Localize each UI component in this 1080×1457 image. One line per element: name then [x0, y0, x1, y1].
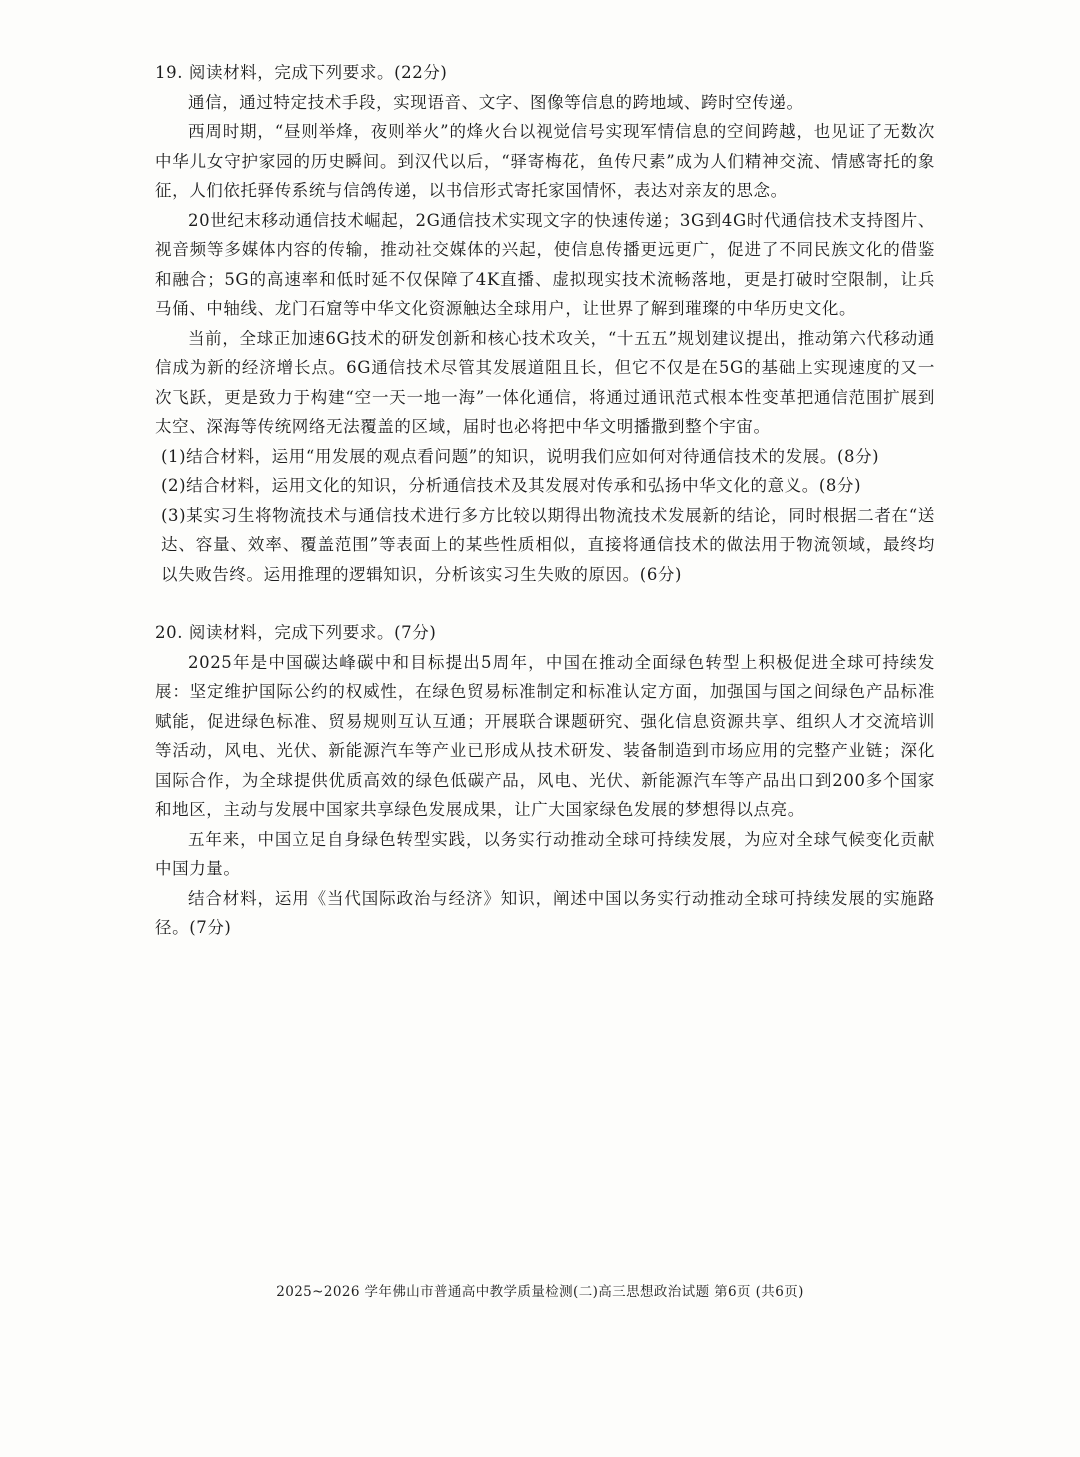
page-content: [155, 58, 935, 943]
q19-material-paragraph-3: 20世纪末移动通信技术崛起，2G通信技术实现文字的快速传递；3G到4G时代通信技术支持图片、视音频等多媒体内容的传输，推动社交媒体的兴起，使信息传播更远更广，促进了不同民族文化的借鉴和融合；5G的高速率和低时延不仅保障了4K直播、虚拟现实技术流畅落地，更是打破时空限制，让兵马俑、中轴线、龙门石窟等中华文化资源触达全球用户，让世界了解到璀璨的中华历史文化。: [155, 210, 935, 318]
q19-subquestion-3: (3)某实习生将物流技术与通信技术进行多方比较以期得出物流技术发展新的结论，同时根据二者在“送达、容量、效率、覆盖范围”等表面上的某些性质相似，直接将通信技术的做法用于物流领域，最终均以失败告终。运用推理的逻辑知识，分析该实习生失败的原因。(6分): [161, 505, 935, 584]
question-19-title: 19. 阅读材料，完成下列要求。(22分): [155, 63, 448, 82]
q19-material-paragraph-4: 当前，全球正加速6G技术的研发创新和核心技术攻关，“十五五”规划建议提出，推动第六代移动通信成为新的经济增长点。6G通信技术尽管其发展道阻且长，但它不仅是在5G的基础上实现速度的又一次飞跃，更是致力于构建“空一天一地一海”一体化通信，将通过通讯范式根本性变革把通信范围扩展到太空、深海等传统网络无法覆盖的区域，届时也必将把中华文明播撒到整个宇宙。: [155, 328, 935, 436]
q19-subquestion-2: (2)结合材料，运用文化的知识，分析通信技术及其发展对传承和弘扬中华文化的意义。(8分): [161, 476, 862, 495]
page-footer: 2025~2026 学年佛山市普通高中教学质量检测(二)高三思想政治试题 第6页 (共6页): [276, 1284, 804, 1300]
question-20: [155, 618, 935, 943]
q20-material-paragraph-2: 五年来，中国立足自身绿色转型实践，以务实行动推动全球可持续发展，为应对全球气候变化贡献中国力量。: [155, 829, 935, 878]
question-20-title: 20. 阅读材料，完成下列要求。(7分): [155, 623, 437, 642]
question-19: [155, 58, 935, 589]
q19-subquestion-1: (1)结合材料，运用“用发展的观点看问题”的知识，说明我们应如何对待通信技术的发展。(8分): [161, 446, 880, 466]
q20-material-paragraph-1: 2025年是中国碳达峰碳中和目标提出5周年，中国在推动全面绿色转型上积极促进全球可持续发展：坚定维护国际公约的权威性，在绿色贸易标准制定和标准认定方面，加强国与国之间绿色产品标准赋能，促进绿色标准、贸易规则互认互通；开展联合课题研究、强化信息资源共享、组织人才交流培训等活动，风电、光伏、新能源汽车等产业已形成从技术研发、装备制造到市场应用的完整产业链；深化国际合作，为全球提供优质高效的绿色低碳产品，风电、光伏、新能源汽车等产品出口到200多个国家和地区，主动与发展中国家共享绿色发展成果，让广大国家绿色发展的梦想得以点亮。: [155, 652, 935, 819]
q20-question-prompt: 结合材料，运用《当代国际政治与经济》知识，阐述中国以务实行动推动全球可持续发展的实施路径。(7分): [155, 888, 935, 937]
section-gap: [155, 589, 935, 618]
q19-material-paragraph-2: 西周时期，“昼则举烽，夜则举火”的烽火台以视觉信号实现军情信息的空间跨越，也见证了无数次中华儿女守护家园的历史瞬间。到汉代以后，“驿寄梅花，鱼传尺素”成为人们精神交流、情感寄托的象征，人们依托驿传系统与信鸽传递，以书信形式寄托家国情怀，表达对亲友的思念。: [155, 122, 935, 200]
q19-material-paragraph-1: 通信，通过特定技术手段，实现语音、文字、图像等信息的跨地域、跨时空传递。: [188, 92, 804, 112]
